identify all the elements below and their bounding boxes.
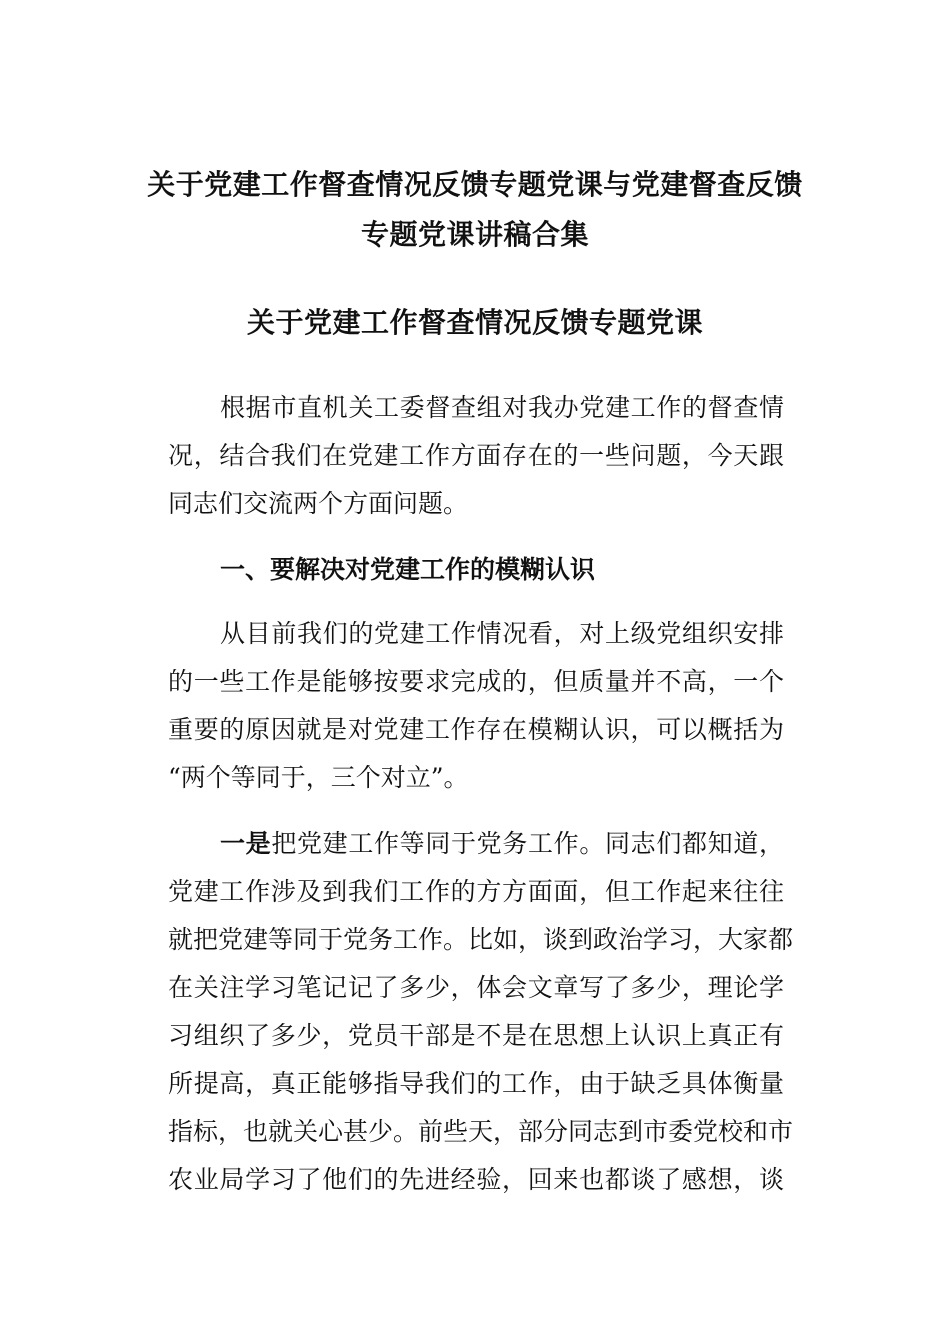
- paragraph-point-one: [168, 820, 794, 1204]
- paragraph-line: 所提高，真正能够指导我们的工作，由于缺乏具体衡量: [168, 1069, 784, 1098]
- paragraph-line: 况，结合我们在党建工作方面存在的一些问题，今天跟: [168, 441, 784, 470]
- paragraph-line: 党建工作涉及到我们工作的方方面面，但工作起来往往: [168, 877, 784, 906]
- paragraph-line: 就把党建等同于党务工作。比如，谈到政治学习，大家都: [168, 925, 794, 954]
- paragraph-line: 从目前我们的党建工作情况看，对上级党组织安排: [220, 619, 784, 648]
- paragraph-line-rest: 把党建工作等同于党务工作。同志们都知道，: [271, 829, 784, 858]
- paragraph-line: 习组织了多少，党员干部是不是在思想上认识上真正有: [168, 1021, 784, 1050]
- paragraph-line: “两个等同于，三个对立”。: [168, 763, 469, 792]
- heading-section-1: 一、要解决对党建工作的模糊认识: [220, 555, 596, 584]
- paragraph-lead: 一是: [220, 829, 272, 858]
- paragraph-line: 指标，也就关心甚少。前些天，部分同志到市委党校和市: [168, 1117, 794, 1146]
- section-title: 关于党建工作督查情况反馈专题党课: [246, 306, 703, 339]
- paragraph-line: 在关注学习笔记记了多少，体会文章写了多少，理论学: [168, 973, 784, 1002]
- paragraph-line: 根据市直机关工委督查组对我办党建工作的督查情: [220, 393, 784, 422]
- paragraph-line: 的一些工作是能够按要求完成的，但质量并不高，一个: [168, 667, 784, 696]
- document-title: [120, 160, 830, 260]
- paragraph-line: 同志们交流两个方面问题。: [168, 489, 469, 518]
- paragraph-context: [168, 610, 784, 802]
- paragraph-line: 重要的原因就是对党建工作存在模糊认识，可以概括为: [168, 715, 784, 744]
- document-title-line-1: 关于党建工作督查情况反馈专题党课与党建督查反馈: [147, 168, 803, 201]
- paragraph-line-first: [168, 820, 784, 868]
- paragraph-intro: [168, 384, 784, 528]
- paragraph-line: 农业局学习了他们的先进经验，回来也都谈了感想，谈: [168, 1165, 784, 1194]
- document-title-line-2: 专题党课讲稿合集: [360, 218, 589, 251]
